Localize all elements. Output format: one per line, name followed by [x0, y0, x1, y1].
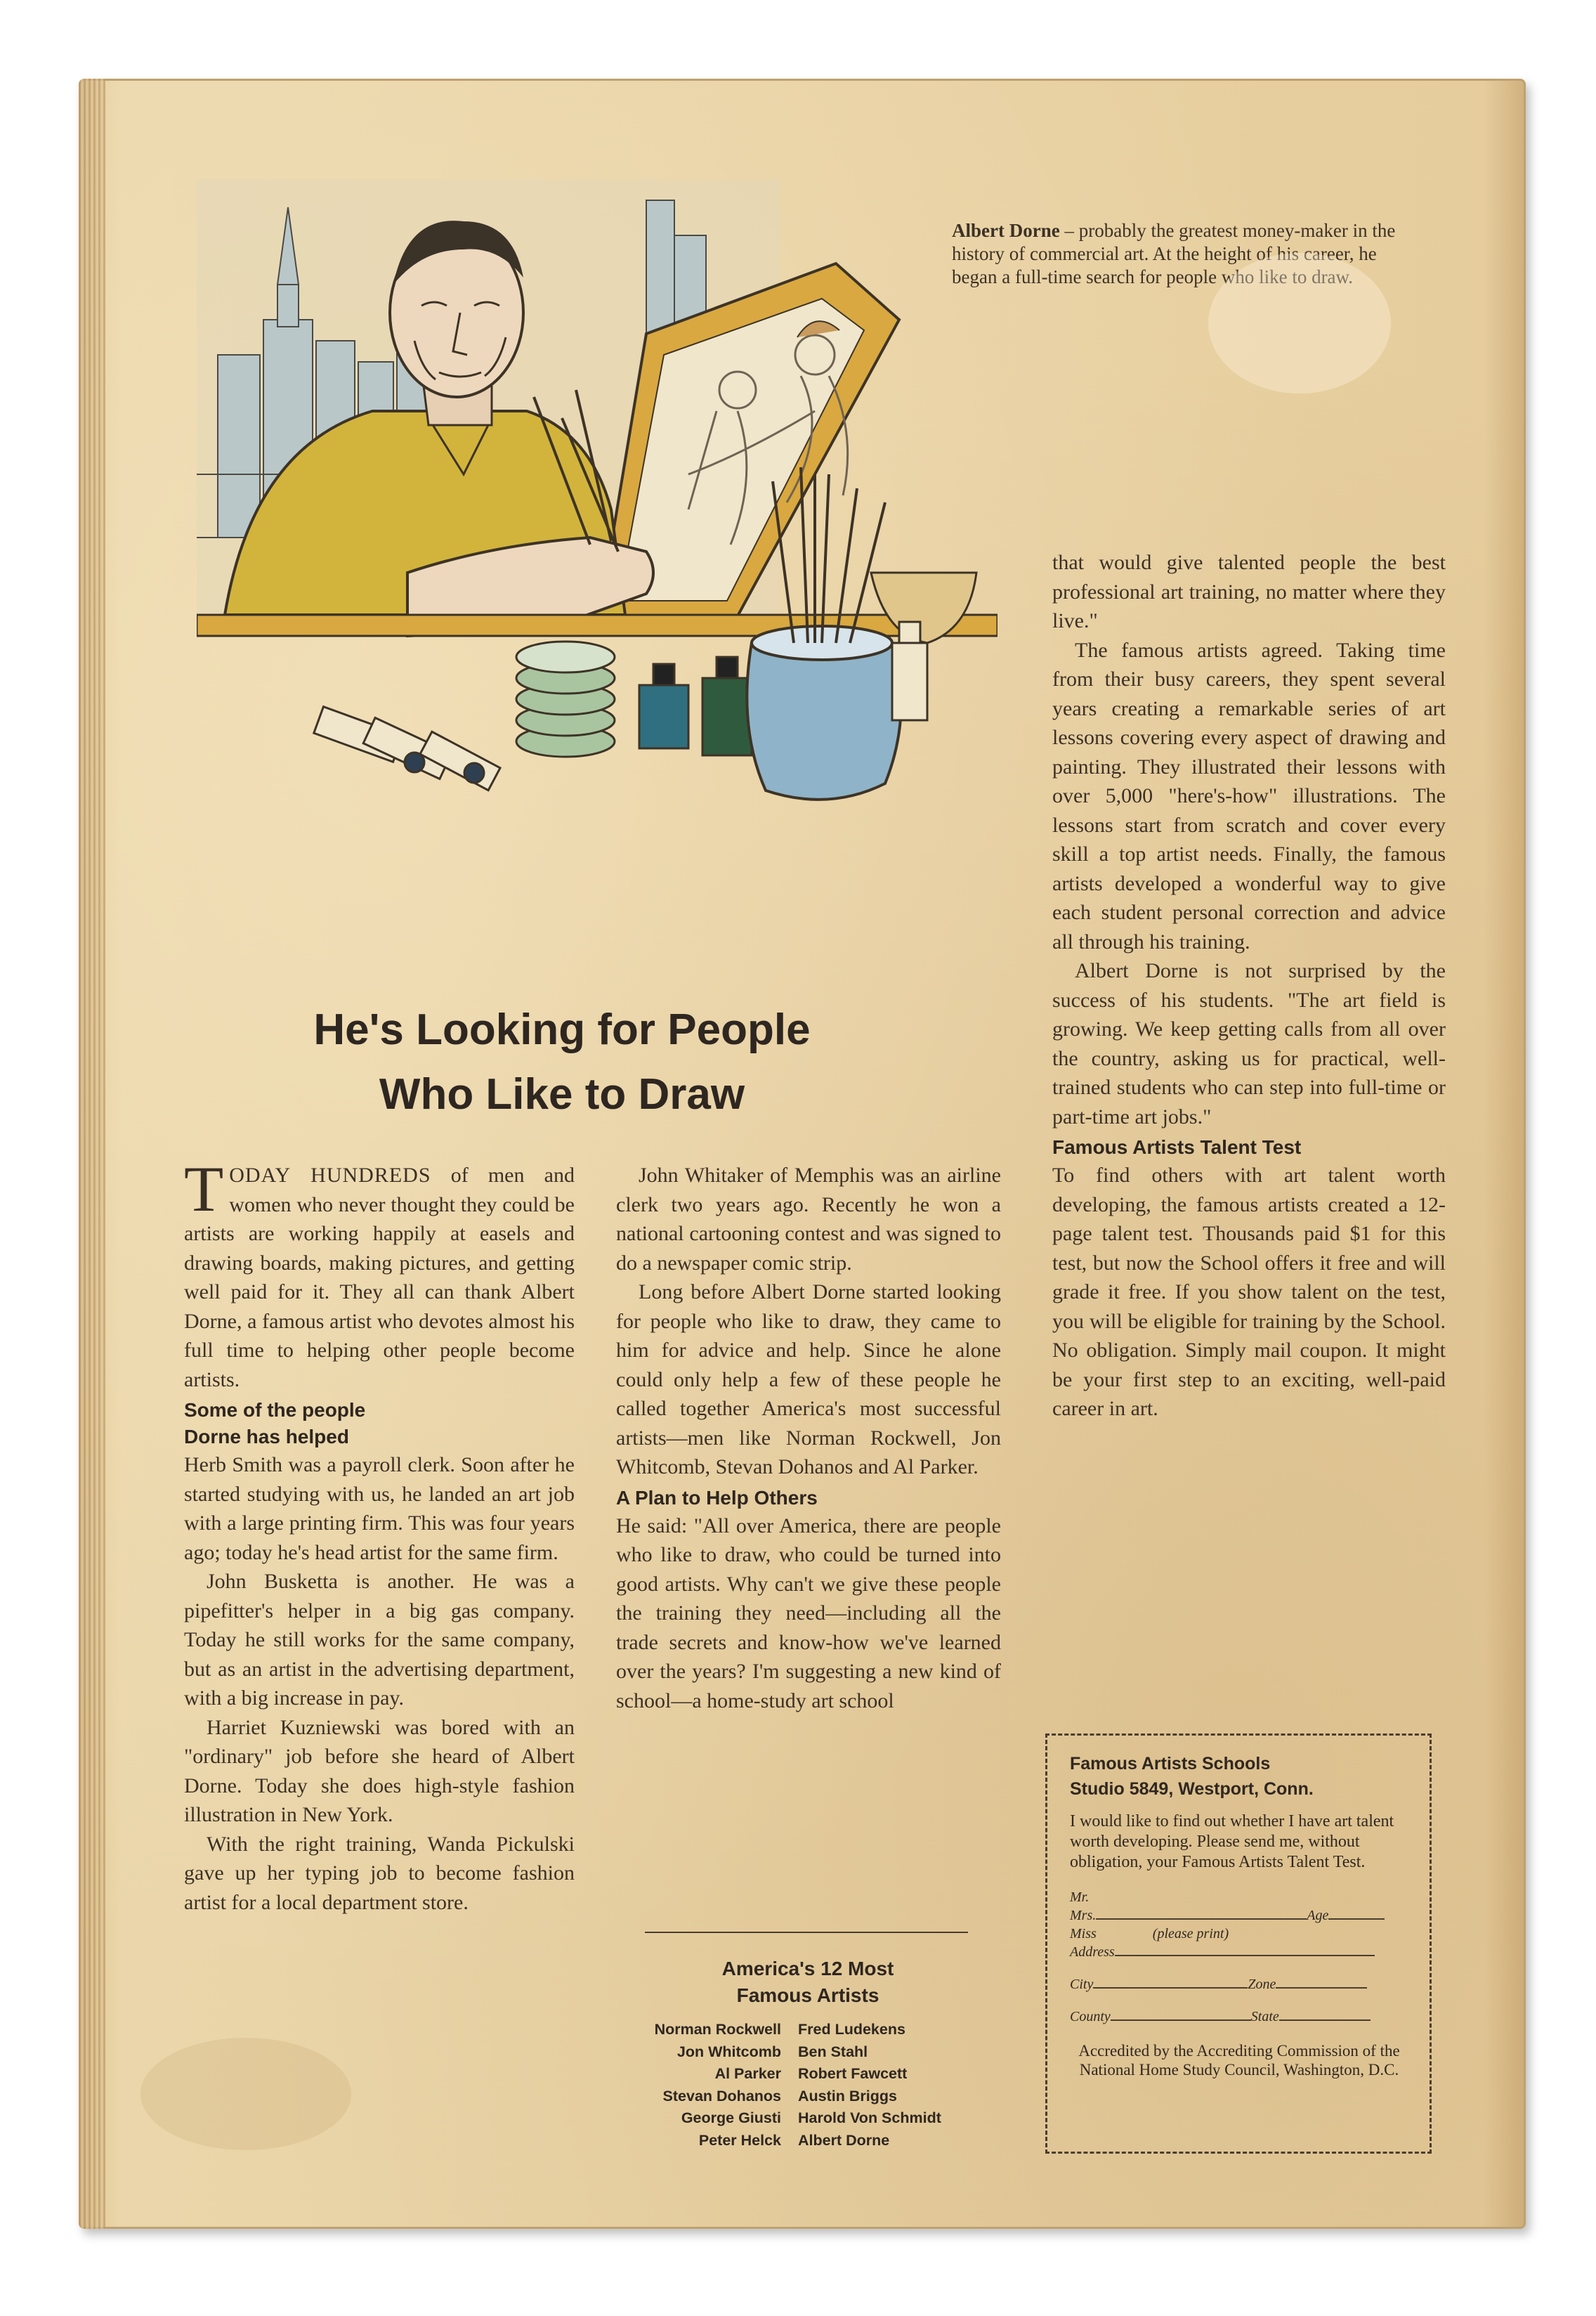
label-city: City	[1070, 1977, 1094, 1992]
paragraph-not-surprised: Albert Dorne is not surprised by the success of his students. "The art field is growing. We keep getting calls from all over the country, asking us for practical, well-trained students who can step into full-time or part-time art jobs."	[1052, 959, 1446, 1128]
paragraph-john-whitaker: John Whitaker of Memphis was an airline clerk two years ago. Recently he won a national cartooning contest and was signed to do a newspaper comic strip.	[616, 1164, 1001, 1275]
subhead-people-helped	[184, 1397, 575, 1450]
label-address: Address	[1070, 1944, 1115, 1960]
paragraph-john-busketta: John Busketta is another. He was a pipefitter's helper in a big gas company. Today he still works for the same company, but as an artist in the advertising department, with a big increase in pay.	[184, 1570, 575, 1710]
famous-artists-title	[611, 1956, 1005, 2009]
drop-cap: T	[184, 1153, 224, 1225]
famous-title-line-1: America's 12 Most	[721, 1958, 894, 1979]
artist-name: Robert Fawcett	[798, 2065, 908, 2082]
label-age: Age	[1307, 1908, 1329, 1923]
artist-name: Harold Von Schmidt	[798, 2109, 941, 2126]
label-mrs: Mrs.	[1070, 1908, 1097, 1923]
artist-name: Norman Rockwell	[654, 2021, 781, 2038]
label-miss: Miss	[1070, 1926, 1097, 1941]
coupon-title-line-2: Studio 5849, Westport, Conn.	[1070, 1779, 1314, 1799]
label-zone: Zone	[1248, 1977, 1276, 1992]
headline	[162, 998, 962, 1127]
artist-row	[604, 2130, 1012, 2152]
label-please-print: (please print)	[1152, 1926, 1229, 1941]
subhead-line-1: Some of the people	[184, 1399, 366, 1421]
city-zone-field[interactable]	[1070, 1975, 1408, 1993]
paragraph-he-said: He said: "All over America, there are people who like to draw, who could be turned into good artists. Why can't we give these people the training they need—including all the trade secrets and know-how we've learned over the years? I'm suggesting a new kind of school—a home-study art school	[616, 1514, 1001, 1712]
subhead-talent-test: Famous Artists Talent Test	[1052, 1136, 1302, 1158]
artist-name: Stevan Dohanos	[662, 2087, 781, 2104]
address-field[interactable]	[1070, 1943, 1408, 1961]
artist-name: Jon Whitcomb	[676, 2043, 781, 2060]
artist-name: George Giusti	[681, 2109, 781, 2126]
accreditation-note: Accredited by the Accrediting Commission of the National Home Study Council, Washington, D.C.	[1078, 2042, 1400, 2078]
caption-text: – probably the greatest money-maker in the history of commercial art. At the height of his career, he began a full-time search for people who like to draw.	[952, 220, 1396, 287]
headline-line-2: Who Like to Draw	[379, 1070, 745, 1119]
artist-at-easel-illustration	[197, 179, 998, 1008]
paragraph-harriet-kuzniewski: Harriet Kuzniewski was bored with an "ordinary" job before she heard of Albert Dorne. Today she does high-style fashion illustration in New York.	[184, 1715, 575, 1826]
label-county: County	[1070, 2009, 1111, 2024]
label-mr: Mr.	[1070, 1889, 1090, 1905]
intro-lead: ODAY HUNDREDS	[229, 1164, 431, 1187]
intro-text: of men and women who never thought they could be artists are working happily at easels and drawing boards, making pictures, and getting well paid for it. They all can thank Albert Dorne, a famous artist who devotes almost his full time to helping other people become artists.	[184, 1164, 575, 1391]
famous-title-line-2: Famous Artists	[736, 1984, 879, 2006]
article-column-2	[616, 1161, 1001, 1715]
county-state-field[interactable]	[1070, 2008, 1408, 2026]
paragraph-wanda-pickulski: With the right training, Wanda Pickulski gave up her typing job to become fashion artist for a local department store.	[184, 1832, 575, 1914]
mail-in-coupon[interactable]	[1045, 1733, 1432, 2154]
paragraph-long-before: Long before Albert Dorne started looking for people who like to draw, they came to him for advice and help. Since he alone could only help a few of these people he called together America's most successful artists—men like Norman Rockwell, Jon Whitcomb, Stevan Dohanos and Al Parker.	[616, 1280, 1001, 1478]
article-column-3	[1052, 548, 1446, 1424]
artist-name: Fred Ludekens	[798, 2021, 905, 2038]
intro-paragraph	[184, 1153, 575, 1394]
paragraph-continued: that would give talented people the best professional art training, no matter where they live."	[1052, 551, 1446, 632]
artist-row	[604, 2019, 1012, 2041]
caption-name: Albert Dorne	[952, 220, 1060, 241]
artist-name: Al Parker	[714, 2065, 781, 2082]
coupon-title	[1070, 1751, 1408, 1802]
subhead-line-2: Dorne has helped	[184, 1426, 349, 1448]
artist-name: Peter Helck	[698, 2131, 781, 2149]
name-field[interactable]	[1070, 1888, 1408, 1943]
coupon-body: I would like to find out whether I have art talent worth developing. Please send me, without obligation, your Famous Artists Talent Test.	[1070, 1812, 1394, 1871]
artist-name: Albert Dorne	[798, 2131, 890, 2149]
artist-row	[604, 2086, 1012, 2108]
artist-name: Ben Stahl	[798, 2043, 868, 2060]
headline-line-1: He's Looking for People	[313, 1006, 811, 1054]
paragraph-talent-test: To find others with art talent worth developing, the famous artists created a 12-page talent test. Thousands paid $1 for this test, but now the School offers it free and will grade it free. If you show talent on the test, you will be eligible for training by the School. No obligation. Simply mail coupon. It might be your first step to an exciting, well-paid career in art.	[1052, 1164, 1446, 1420]
coupon-title-line-1: Famous Artists Schools	[1070, 1754, 1271, 1774]
paragraph-herb-smith: Herb Smith was a payroll clerk. Soon after he started studying with us, he landed an art job with a large printing firm. This was four years ago; today he's head artist for the same firm.	[184, 1453, 575, 1564]
artist-name: Austin Briggs	[798, 2087, 897, 2104]
page-spine-edge	[79, 79, 105, 2229]
artist-row	[604, 2107, 1012, 2130]
divider-rule	[645, 1932, 968, 1933]
paragraph-artists-agreed: The famous artists agreed. Taking time from their busy careers, they spent several years creating a remarkable series of art lessons covering every aspect of drawing and painting. They illustrated their lessons with over 5,000 "here's-how" illustrations. The lessons start from scratch and cover every skill a top artist needs. Finally, the famous artists developed a wonderful way to give each student personal correction and advice all through his training.	[1052, 638, 1446, 954]
artist-row	[604, 2063, 1012, 2086]
famous-artists-list	[604, 2019, 1012, 2152]
artist-row	[604, 2041, 1012, 2064]
label-state: State	[1250, 2009, 1279, 2024]
subhead-plan: A Plan to Help Others	[616, 1486, 818, 1509]
illustration-caption	[952, 219, 1401, 289]
article-column-1	[184, 1153, 575, 1917]
